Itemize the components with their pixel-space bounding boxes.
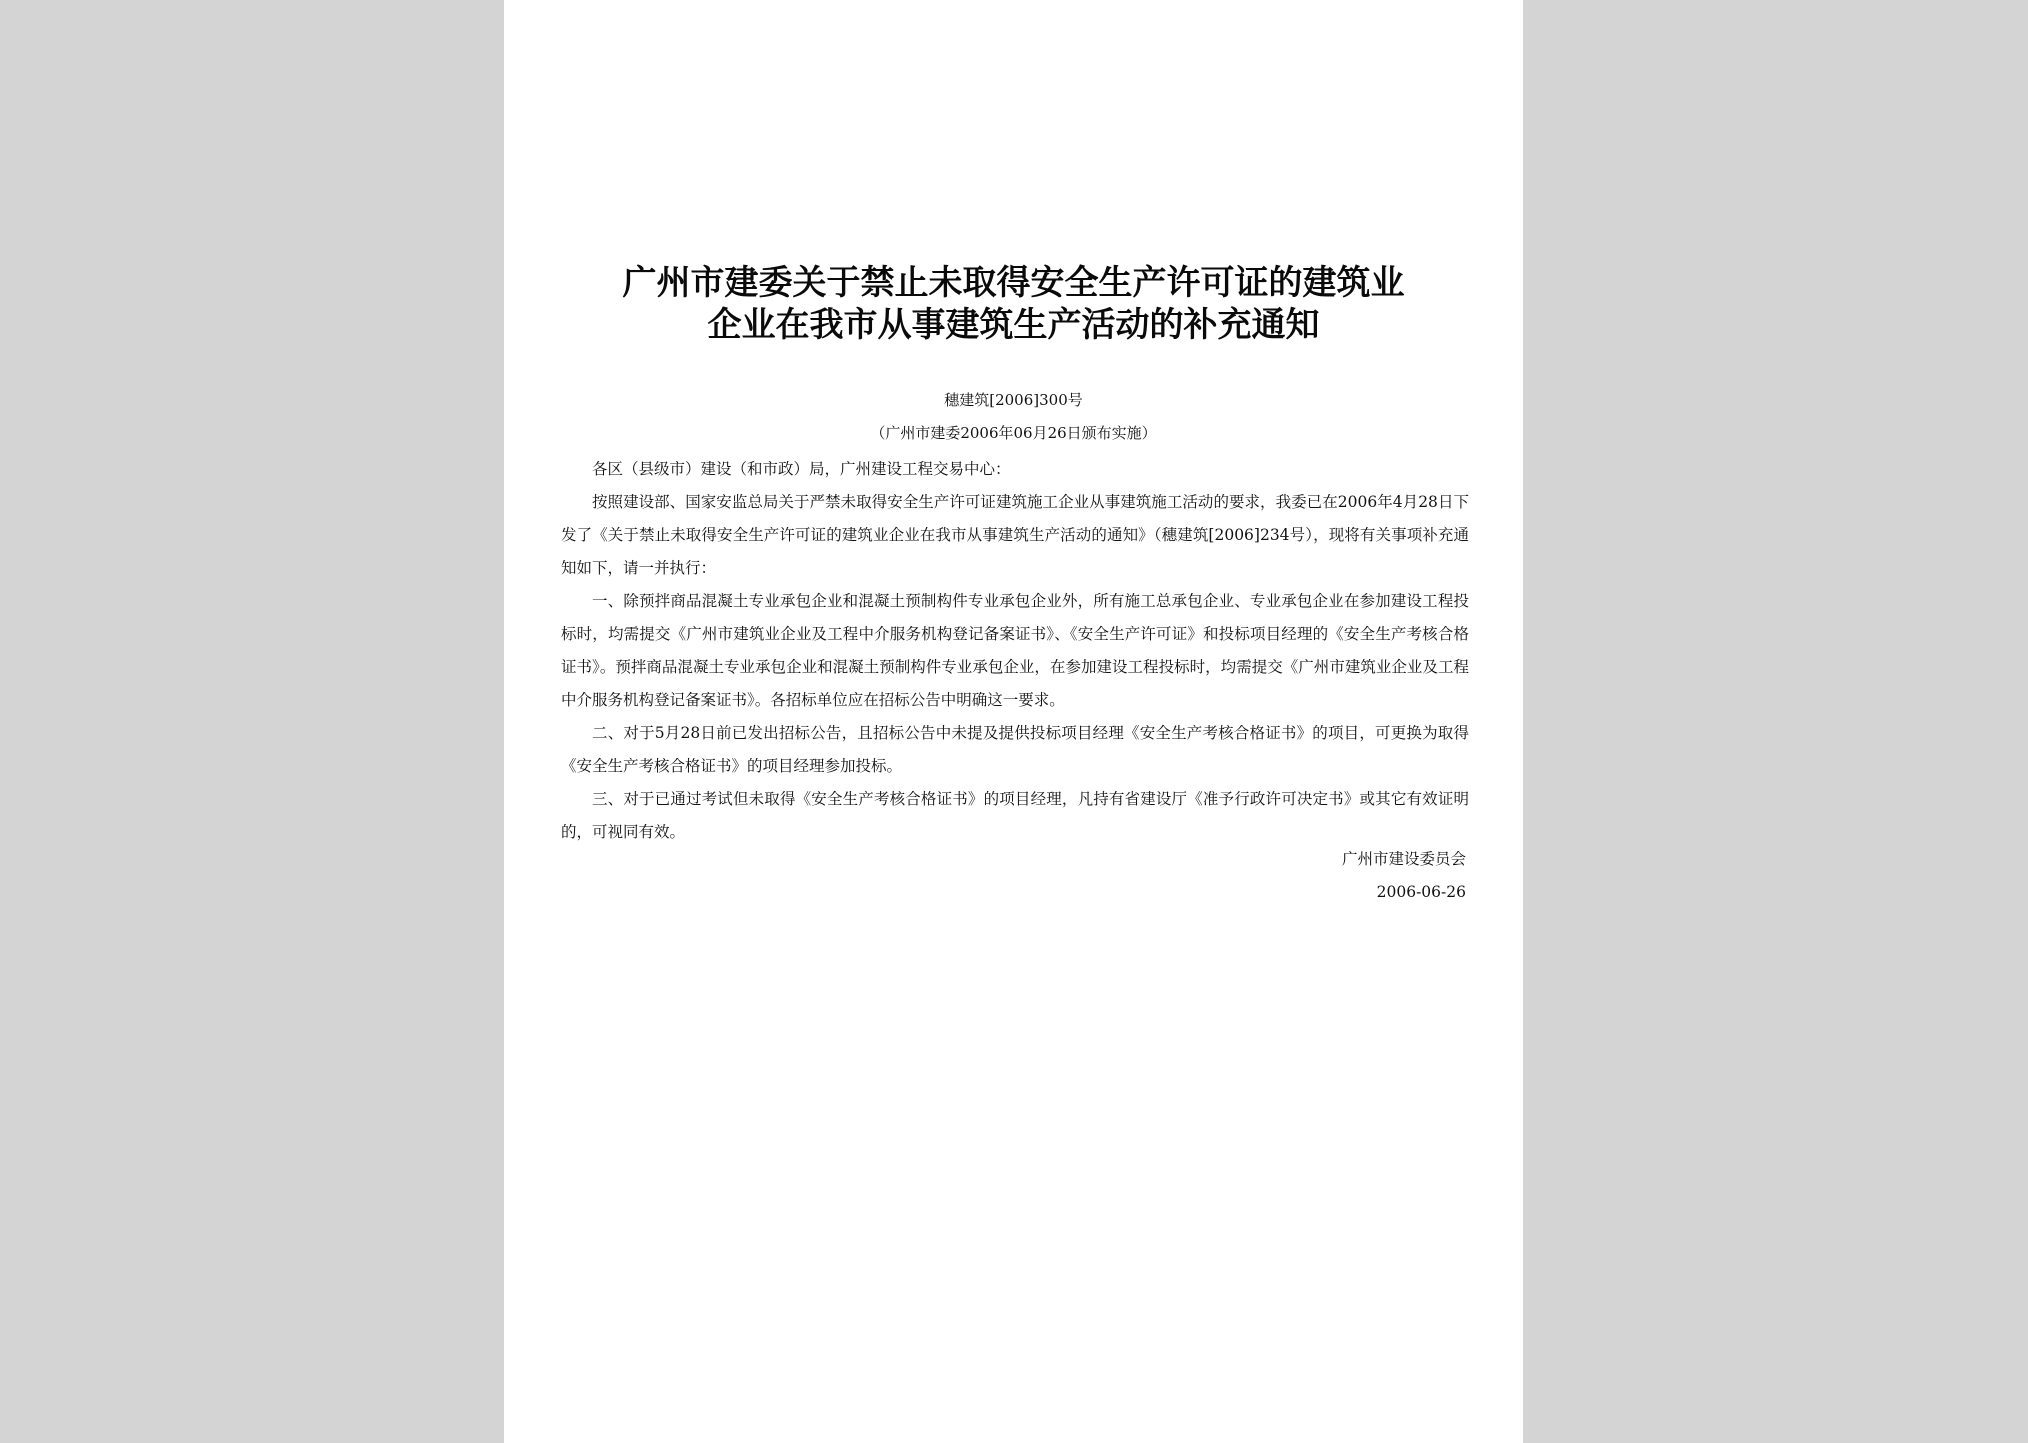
item-2-paragraph: 二、对于5月28日前已发出招标公告，且招标公告中未提及提供投标项目经理《安全生产考核合格证书》的项目，可更换为取得《安全生产考核合格证书》的项目经理参加投标。 [561, 724, 1469, 775]
signature-date: 2006-06-26 [1376, 883, 1466, 901]
issued-note: （广州市建委2006年06月26日颁布实施） [870, 424, 1157, 442]
document-title [544, 262, 1483, 346]
document-page [504, 0, 1523, 1443]
intro-paragraph: 按照建设部、国家安监总局关于严禁未取得安全生产许可证建筑施工企业从事建筑施工活动的要求，我委已在2006年4月28日下发了《关于禁止未取得安全生产许可证的建筑业企业在我市从事建筑生产活动的通知》（穗建筑[2006]234号），现将有关事项补充通知如下，请一并执行： [561, 493, 1469, 577]
item-1-paragraph: 一、除预拌商品混凝土专业承包企业和混凝土预制构件专业承包企业外，所有施工总承包企业、专业承包企业在参加建设工程投标时，均需提交《广州市建筑业企业及工程中介服务机构登记备案证书》、《安全生产许可证》和投标项目经理的《安全生产考核合格证书》。预拌商品混凝土专业承包企业和混凝土预制构件专业承包企业，在参加建设工程投标时，均需提交《广州市建筑业企业及工程中介服务机构登记备案证书》。各招标单位应在招标公告中明确这一要求。 [561, 592, 1469, 709]
document-body [561, 453, 1469, 849]
salutation-paragraph: 各区（县级市）建设（和市政）局，广州建设工程交易中心： [592, 460, 1011, 478]
title-line-1: 广州市建委关于禁止未取得安全生产许可证的建筑业 [622, 263, 1405, 303]
document-number: 穗建筑[2006]300号 [944, 391, 1083, 409]
item-3-paragraph: 三、对于已通过考试但未取得《安全生产考核合格证书》的项目经理，凡持有省建设厅《准予行政许可决定书》或其它有效证明的，可视同有效。 [561, 790, 1469, 841]
signature-organization: 广州市建设委员会 [1341, 850, 1466, 868]
signature-block [1342, 843, 1466, 909]
title-line-2: 企业在我市从事建筑生产活动的补充通知 [707, 305, 1320, 345]
